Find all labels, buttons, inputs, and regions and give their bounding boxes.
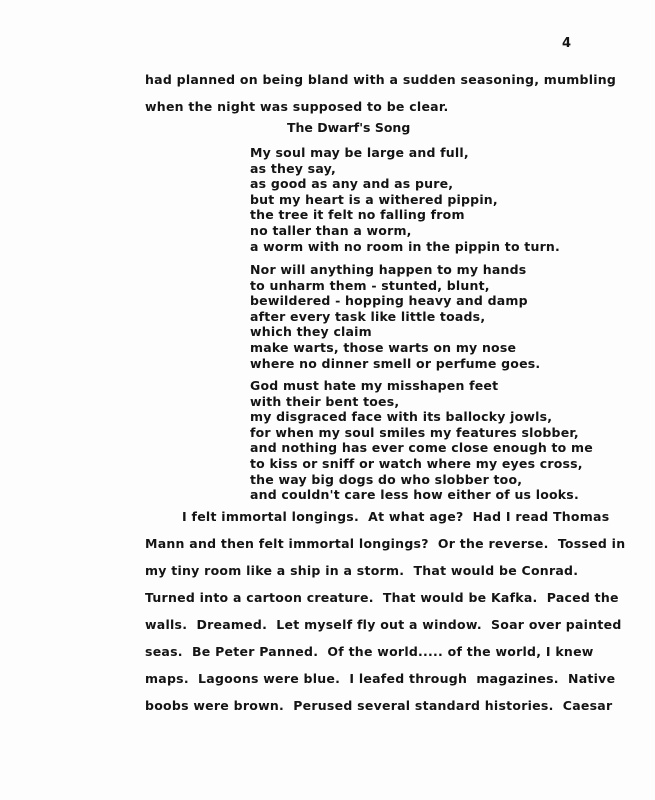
verse-line: as good as any and as pure, xyxy=(250,176,454,192)
verse-line: with their bent toes, xyxy=(250,393,400,409)
prose-line-text: my tiny room like a ship in a storm. That would be Conrad. xyxy=(145,563,579,578)
prose-line-text: walls. Dreamed. Let myself fly out a window. Soar over painted xyxy=(145,617,622,632)
poem-title: The Dwarf's Song xyxy=(287,120,411,135)
verse-line: which they claim xyxy=(250,324,372,340)
verse-line: but my heart is a withered pippin, xyxy=(250,191,498,207)
prose-line-text: had planned on being bland with a sudden seasoning, mumbling xyxy=(145,72,617,87)
poem-stanza xyxy=(250,262,610,371)
verse-line: as they say, xyxy=(250,160,336,176)
verse-line: for when my soul smiles my features slobber, xyxy=(250,424,579,440)
prose-line-text: boobs were brown. Perused several standard histories. Caesar xyxy=(145,698,613,713)
prose-line-text: when the night was supposed to be clear. xyxy=(145,99,449,114)
prose-line-text: Turned into a cartoon creature. That would be Kafka. Paced the xyxy=(145,590,619,605)
page-number: 4 xyxy=(562,36,572,51)
prose-line-text: maps. Lagoons were blue. I leafed through magazines. Native xyxy=(145,671,616,686)
verse-line: a worm with no room in the pippin to turn. xyxy=(250,238,560,254)
poem-stanza xyxy=(250,145,610,254)
verse-line: Nor will anything happen to my hands xyxy=(250,262,527,277)
verse-line: make warts, those warts on my nose xyxy=(250,339,517,355)
verse-line: and nothing has ever come close enough to me xyxy=(250,440,593,456)
verse-line: My soul may be large and full, xyxy=(250,145,469,160)
verse-line: the way big dogs do who slobber too, xyxy=(250,471,523,487)
prose-line-text: Mann and then felt immortal longings? Or the reverse. Tossed in xyxy=(145,536,626,551)
verse-line: God must hate my misshapen feet xyxy=(250,378,499,393)
prose-line-text: I felt immortal longings. At what age? Had I read Thomas xyxy=(182,509,610,524)
poem-stanza xyxy=(250,378,610,503)
verse-line: my disgraced face with its ballocky jowls, xyxy=(250,409,553,425)
verse-line: after every task like little toads, xyxy=(250,308,486,324)
verse-line: to unharm them - stunted, blunt, xyxy=(250,277,490,293)
verse-line: where no dinner smell or perfume goes. xyxy=(250,355,541,371)
verse-line: to kiss or sniff or watch where my eyes cross, xyxy=(250,455,583,471)
verse-line: and couldn't care less how either of us looks. xyxy=(250,487,579,503)
verse-line: the tree it felt no falling from xyxy=(250,207,465,223)
verse-line: bewildered - hopping heavy and damp xyxy=(250,293,528,309)
prose-line-text: seas. Be Peter Panned. Of the world..... of the world, I knew xyxy=(145,644,594,659)
verse-line: no taller than a worm, xyxy=(250,222,412,238)
